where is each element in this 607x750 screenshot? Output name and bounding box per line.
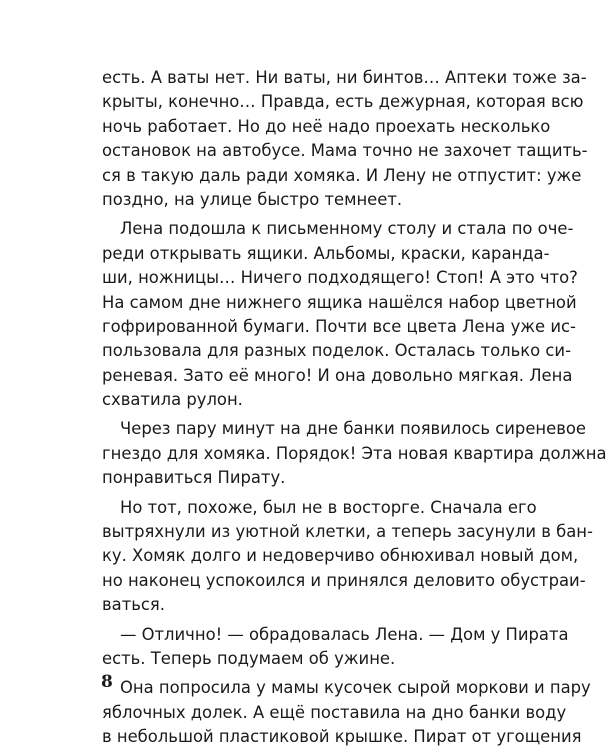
text-line: вытряхнули из уютной клетки, а теперь засунули в бан-	[102, 522, 593, 542]
text-line: ку. Хомяк долго и недоверчиво обнюхивал новый дом,	[102, 546, 579, 566]
body-text	[102, 66, 607, 750]
paragraph-1	[102, 66, 588, 212]
paragraph-3	[102, 417, 607, 490]
text-line: Она попросила у мамы кусочек сырой моркови и пару	[120, 678, 591, 698]
text-line: крыты, конечно… Правда, есть дежурная, которая всю	[102, 92, 584, 112]
text-line: но наконец успокоился и принялся деловито обустраи-	[102, 570, 586, 590]
page-number: 8	[101, 672, 113, 692]
text-line: в небольшой пластиковой крышке. Пират от угощения	[102, 727, 582, 747]
text-line: Лена подошла к письменному столу и стала по оче-	[120, 219, 574, 239]
text-line: яблочных долек. А ещё поставила на дно банки воду	[102, 702, 567, 722]
paragraph-2	[102, 217, 578, 412]
paragraph-6	[102, 676, 591, 749]
text-line: На самом дне нижнего ящика нашёлся набор цветной	[102, 292, 577, 312]
paragraph-4	[102, 496, 593, 618]
text-line: ши, ножницы… Ничего подходящего! Стоп! А это что?	[102, 268, 578, 288]
text-line: гнездо для хомяка. Порядок! Эта новая квартира должна	[102, 443, 607, 463]
text-line: ся в такую даль ради хомяка. И Лену не отпустит: уже	[102, 165, 582, 185]
paragraph-5	[102, 623, 569, 672]
text-line: схватила рулон.	[102, 390, 243, 410]
text-line: есть. Теперь подумаем об ужине.	[102, 648, 396, 668]
text-line: поздно, на улице быстро темнеет.	[102, 189, 403, 209]
text-line: пользовала для разных поделок. Осталась только си-	[102, 341, 571, 361]
text-line: реди открывать ящики. Альбомы, краски, каранда-	[102, 243, 550, 263]
text-line: Но тот, похоже, был не в восторге. Сначала его	[120, 497, 537, 517]
text-line: понравиться Пирату.	[102, 468, 286, 488]
text-line: — Отлично! — обрадовалась Лена. — Дом у Пирата	[120, 624, 569, 644]
text-line: ночь работает. Но до неё надо проехать несколько	[102, 116, 551, 136]
text-line: реневая. Зато её много! И она довольно мягкая. Лена	[102, 365, 573, 385]
text-line: Через пару минут на дне банки появилось сиреневое	[120, 419, 586, 439]
text-line: есть. А ваты нет. Ни ваты, ни бинтов… Аптеки тоже за-	[102, 68, 587, 87]
text-line: ваться.	[102, 595, 165, 615]
text-line: остановок на автобусе. Мама точно не захочет тащить-	[102, 141, 588, 161]
text-line: гофрированной бумаги. Почти все цвета Лена уже ис-	[102, 316, 576, 336]
